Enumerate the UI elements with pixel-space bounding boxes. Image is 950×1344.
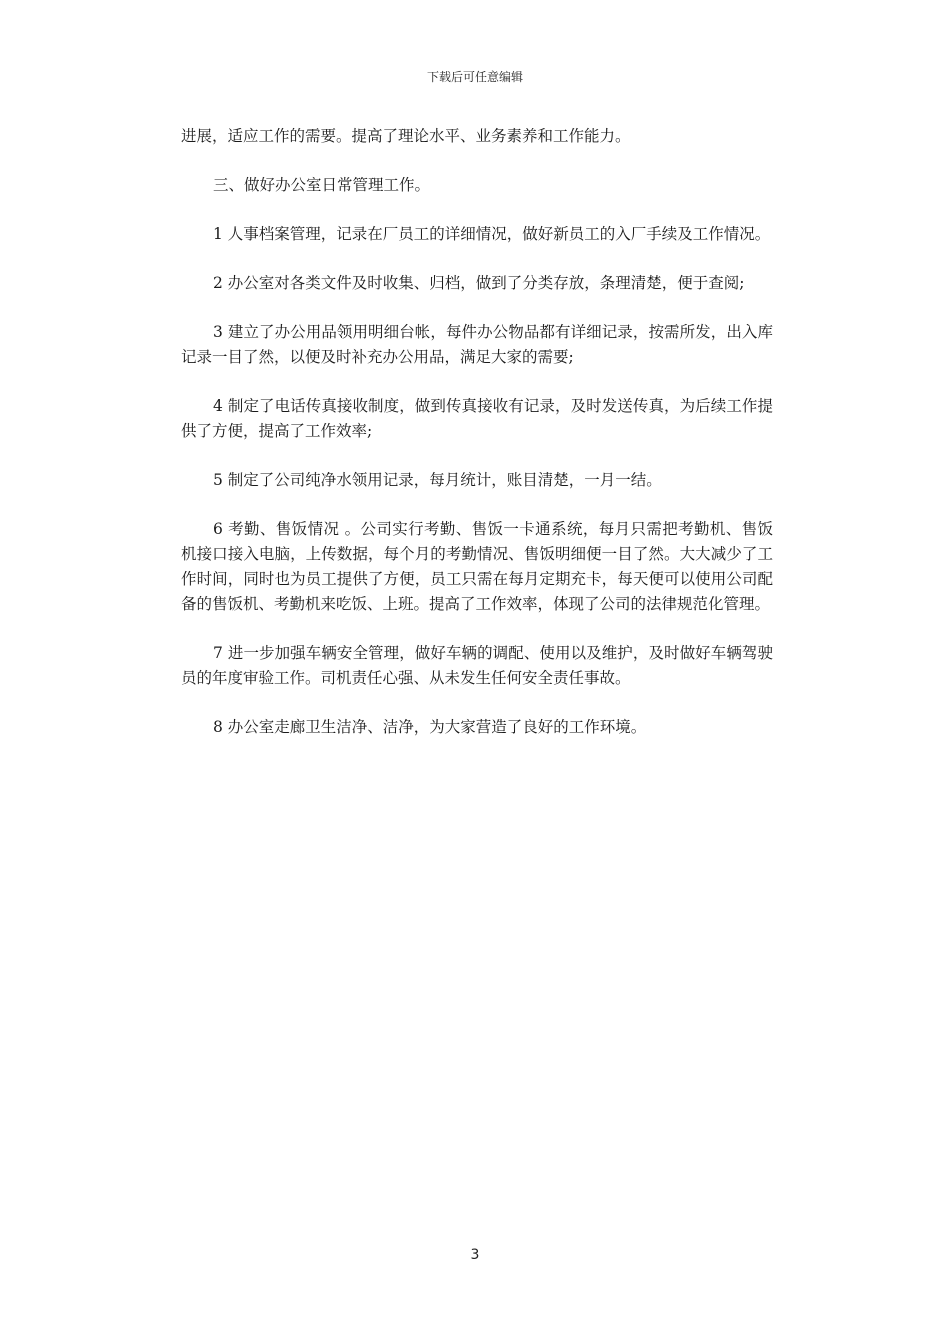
- section-heading: 三、做好办公室日常管理工作。: [213, 176, 431, 194]
- header-note: 下载后可任意编辑: [426, 70, 523, 84]
- list-item-2: 2 办公室对各类文件及时收集、归档，做到了分类存放，条理清楚，便于查阅;: [213, 274, 745, 292]
- list-item-7: 7 进一步加强车辆安全管理，做好车辆的调配、使用以及维护，及时做好车辆驾驶员的年度审验工作。司机责任心强、从未发生任何安全责任事故。: [181, 644, 773, 687]
- list-item-6: 6 考勤、售饭情况 。公司实行考勤、售饭一卡通系统，每月只需把考勤机、售饭机接口接入电脑，上传数据，每个月的考勤情况、售饭明细便一目了然。大大减少了工作时间，同时也为员工提供了方便，员工只需在每月定期充卡，每天便可以使用公司配备的售饭机、考勤机来吃饭、上班。提高了工作效率，体现了公司的法律规范化管理。: [181, 520, 773, 613]
- list-item-1: 1 人事档案管理，记录在厂员工的详细情况，做好新员工的入厂手续及工作情况。: [213, 225, 771, 243]
- list-item-4: 4 制定了电话传真接收制度，做到传真接收有记录，及时发送传真，为后续工作提供了方便，提高了工作效率;: [181, 397, 773, 440]
- paragraph-continuation: 进展，适应工作的需要。提高了理论水平、业务素养和工作能力。: [181, 127, 631, 145]
- document-body: [181, 124, 773, 764]
- list-item-8: 8 办公室走廊卫生洁净、洁净，为大家营造了良好的工作环境。: [213, 718, 647, 736]
- list-item-5: 5 制定了公司纯净水领用记录，每月统计，账目清楚，一月一结。: [213, 471, 662, 489]
- list-item-3: 3 建立了办公用品领用明细台帐，每件办公物品都有详细记录，按需所发，出入库记录一目了然，以便及时补充办公用品，满足大家的需要;: [181, 323, 773, 366]
- page-number: 3: [470, 1247, 480, 1263]
